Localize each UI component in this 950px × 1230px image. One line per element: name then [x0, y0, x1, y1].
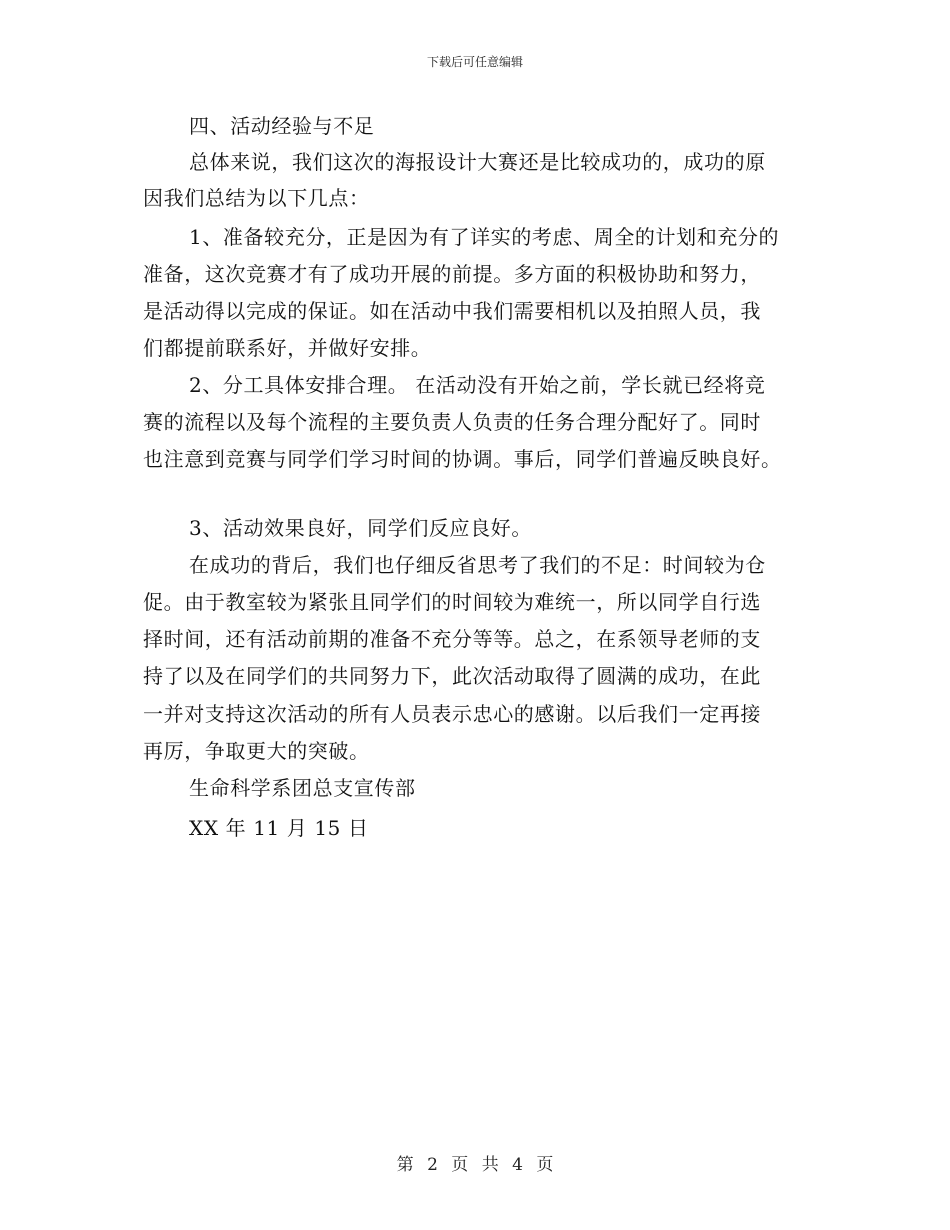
- paragraph-line: 促。由于教室较为紧张且同学们的时间较为难统一，所以同学自行选: [143, 590, 761, 614]
- paragraph-line: 1、准备较充分，正是因为有了详实的考虑、周全的计划和充分的: [189, 225, 780, 249]
- signature-department: 生命科学系团总支宣传部: [189, 776, 416, 800]
- paragraph-line: 2、分工具体安排合理。 在活动没有开始之前，学长就已经将竞: [189, 373, 766, 397]
- signature-date: XX 年 11 月 15 日: [189, 816, 369, 840]
- paragraph-line: 因我们总结为以下几点：: [143, 186, 370, 210]
- paragraph-line: 再厉，争取更大的突破。: [143, 739, 370, 763]
- paragraph-line: 择时间，还有活动前期的准备不充分等等。总之，在系领导老师的支: [143, 627, 761, 651]
- paragraph-line: 也注意到竞赛与同学们学习时间的协调。事后，同学们普遍反映良好。: [143, 447, 782, 471]
- paragraph-line: 持了以及在同学们的共同努力下，此次活动取得了圆满的成功，在此: [143, 664, 761, 688]
- paragraph-line: 赛的流程以及每个流程的主要负责人负责的任务合理分配好了。同时: [143, 410, 761, 434]
- page-header: 下载后可任意编辑: [426, 55, 523, 69]
- paragraph-line: 是活动得以完成的保证。如在活动中我们需要相机以及拍照人员，我: [143, 299, 761, 323]
- paragraph-line: 们都提前联系好，并做好安排。: [143, 336, 432, 360]
- paragraph-line: 总体来说，我们这次的海报设计大赛还是比较成功的，成功的原: [189, 150, 766, 174]
- paragraph-line: 准备，这次竞赛才有了成功开展的前提。多方面的积极协助和努力，: [143, 262, 761, 286]
- paragraph-line: 3、活动效果良好，同学们反应良好。: [189, 516, 532, 540]
- paragraph-line: 在成功的背后，我们也仔细反省思考了我们的不足：时间较为仓: [189, 553, 766, 577]
- page-number-footer: 第 2 页 共 4 页: [396, 1155, 554, 1175]
- paragraph-line: 一并对支持这次活动的所有人员表示忠心的感谢。以后我们一定再接: [143, 702, 761, 726]
- section-heading: 四、活动经验与不足: [189, 114, 375, 138]
